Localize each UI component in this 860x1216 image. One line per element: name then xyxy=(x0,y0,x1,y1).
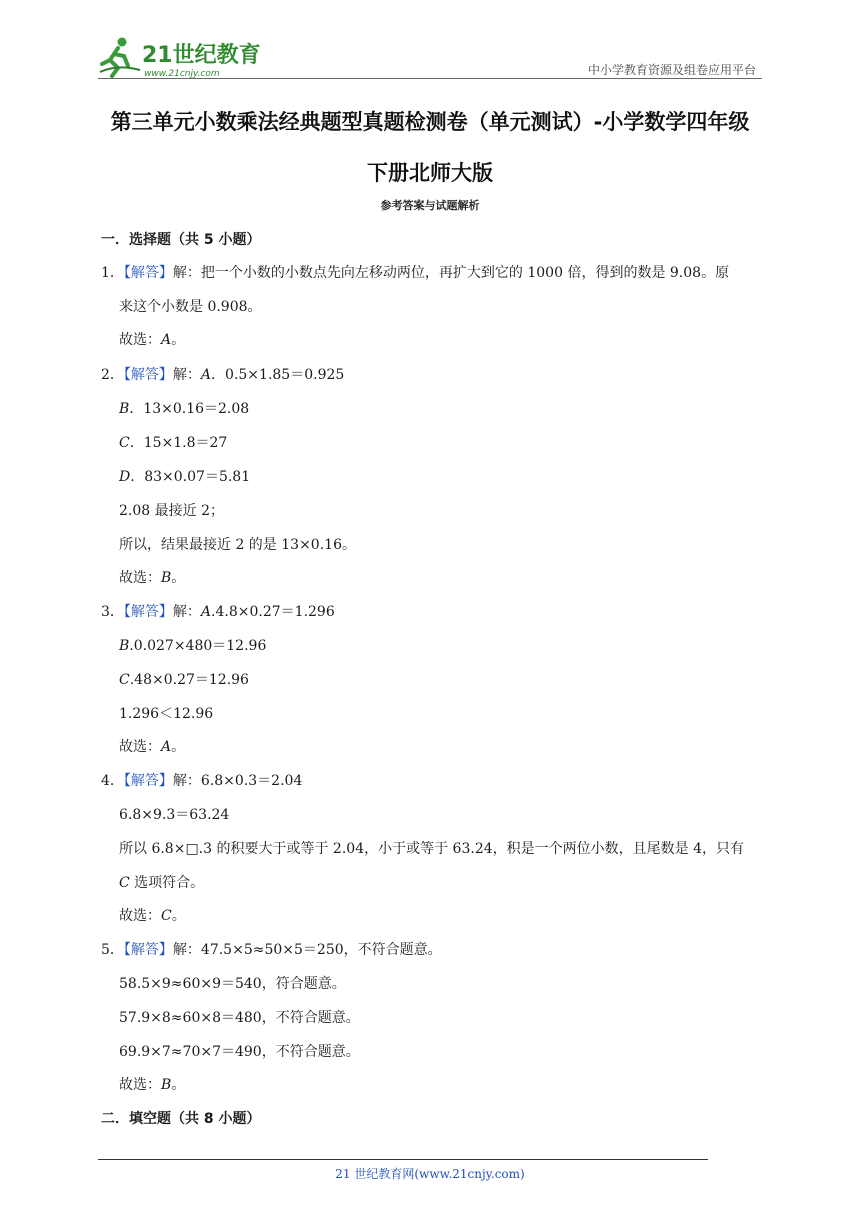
answer-text: .48×0.27＝12.96 xyxy=(129,672,249,688)
choice-letter: B xyxy=(161,1077,172,1093)
question-number: 4． xyxy=(101,773,124,789)
answer-tag: 【解答】 xyxy=(123,367,173,383)
choice-label: 故选： xyxy=(119,739,161,755)
answer-subtitle: 参考答案与试题解析 xyxy=(380,199,480,212)
answer-text: 所以，结果最接近 2 的是 13×0.16。 xyxy=(119,537,356,553)
answer-text: 选项符合。 xyxy=(129,875,205,891)
answer-text: 来这个小数是 0.908。 xyxy=(119,299,262,315)
title-line-2: 下册北师大版 xyxy=(367,161,493,185)
answer-text: 57.9×8≈60×8＝480，不符合题意。 xyxy=(119,1010,360,1026)
answer-choice xyxy=(119,1075,185,1095)
answer-text: 解： xyxy=(172,367,201,383)
answer-line xyxy=(119,873,204,893)
choice-letter: B xyxy=(161,570,172,586)
title-line-1: 第三单元小数乘法经典题型真题检测卷（单元测试）-小学数学四年级 xyxy=(110,110,750,134)
answer-text: ．83×0.07＝5.81 xyxy=(130,469,251,485)
answer-tag: 【解答】 xyxy=(123,773,173,789)
choice-label: 故选： xyxy=(119,570,161,586)
choice-letter: A xyxy=(161,332,172,348)
option-letter: A xyxy=(200,604,212,620)
footer-link[interactable]: 21 世纪教育网(www.21cnjy.com) xyxy=(335,1167,525,1181)
answer-text: .4.8×0.27＝1.296 xyxy=(211,604,335,620)
choice-letter: A xyxy=(161,739,172,755)
choice-letter: C xyxy=(161,908,172,924)
answer-line xyxy=(119,433,227,453)
answer-tag: 【解答】 xyxy=(123,604,173,620)
option-letter: B xyxy=(119,401,130,417)
option-letter: C xyxy=(119,672,130,688)
question-5 xyxy=(101,940,442,960)
answer-text: ．13×0.16＝2.08 xyxy=(129,401,250,417)
choice-punct: 。 xyxy=(171,570,186,586)
question-number: 5． xyxy=(101,942,124,958)
answer-text: 解：47.5×5≈50×5＝250，不符合题意。 xyxy=(172,942,442,958)
question-number: 1． xyxy=(101,265,124,281)
answer-text: 所以 6.8×□.3 的积要大于或等于 2.04，小于或等于 63.24，积是一个两位小数，且尾数是 4，只有 xyxy=(119,841,744,857)
answer-tag: 【解答】 xyxy=(123,942,173,958)
choice-punct: 。 xyxy=(171,1077,186,1093)
answer-text: 解：6.8×0.3＝2.04 xyxy=(172,773,303,789)
choice-punct: 。 xyxy=(171,739,186,755)
answer-text: 69.9×7≈70×7＝490，不符合题意。 xyxy=(119,1044,360,1060)
answer-tag: 【解答】 xyxy=(123,265,173,281)
question-4 xyxy=(101,771,302,791)
footer-divider xyxy=(98,1159,708,1160)
choice-label: 故选： xyxy=(119,332,161,348)
answer-text: 1.296＜12.96 xyxy=(119,706,214,722)
answer-text: 58.5×9≈60×9＝540，符合题意。 xyxy=(119,976,346,992)
question-number: 3． xyxy=(101,604,124,620)
answer-line xyxy=(119,399,249,419)
answer-choice xyxy=(119,330,185,350)
choice-punct: 。 xyxy=(171,908,186,924)
platform-name: 中小学教育资源及组卷应用平台 xyxy=(587,63,756,77)
option-letter: A xyxy=(200,367,212,383)
answer-text: 解：把一个小数的小数点先向左移动两位，再扩大到它的 1000 倍，得到的数是 9.08。原 xyxy=(172,265,730,281)
answer-text: 解： xyxy=(172,604,201,620)
answer-choice xyxy=(119,568,185,588)
choice-label: 故选： xyxy=(119,1077,161,1093)
question-1 xyxy=(101,263,729,283)
answer-choice xyxy=(119,906,186,926)
question-2 xyxy=(101,365,344,385)
question-number: 2． xyxy=(101,367,124,383)
logo-url: www.21cnjy.com xyxy=(144,69,220,79)
answer-text: ．15×1.8＝27 xyxy=(129,435,228,451)
page-header xyxy=(98,30,762,80)
site-logo xyxy=(98,34,268,80)
answer-choice xyxy=(119,737,185,757)
header-divider xyxy=(98,78,762,79)
choice-punct: 。 xyxy=(171,332,186,348)
page-title xyxy=(92,100,768,195)
choice-label: 故选： xyxy=(119,908,161,924)
option-letter: D xyxy=(119,469,131,485)
section-heading-fill: 二．填空题（共 8 小题） xyxy=(101,1111,261,1127)
answer-line xyxy=(119,670,249,690)
section-heading-choice: 一．选择题（共 5 小题） xyxy=(101,232,261,248)
option-letter: C xyxy=(119,435,130,451)
answer-text: 6.8×9.3＝63.24 xyxy=(119,807,230,823)
running-figure-icon xyxy=(100,38,140,77)
answer-line xyxy=(119,636,266,656)
option-letter: B xyxy=(119,638,130,654)
option-letter: C xyxy=(119,875,130,891)
answer-text: 2.08 最接近 2； xyxy=(119,503,224,519)
logo-text: 21世纪教育 xyxy=(142,43,261,68)
answer-text: ．0.5×1.85＝0.925 xyxy=(211,367,345,383)
answer-text: .0.027×480＝12.96 xyxy=(129,638,267,654)
question-3 xyxy=(101,602,335,622)
answer-line xyxy=(119,467,250,487)
